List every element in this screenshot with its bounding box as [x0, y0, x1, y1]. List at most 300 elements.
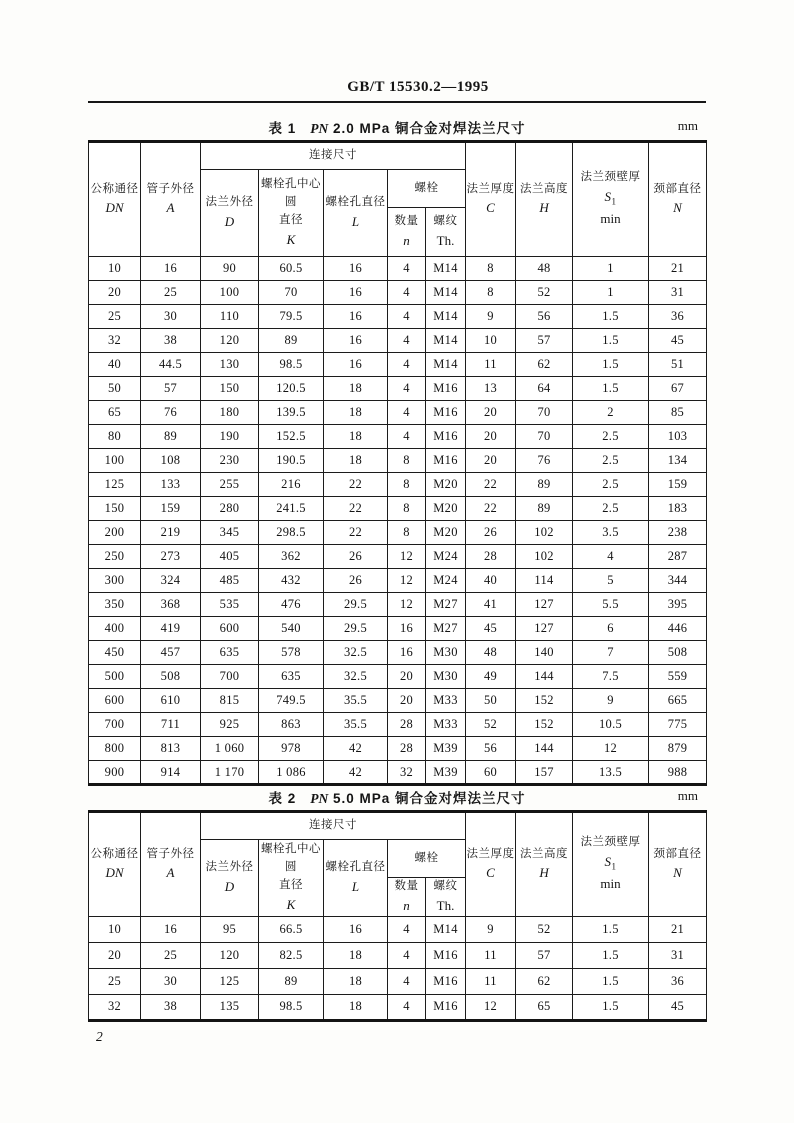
table-cell: M20 — [426, 497, 466, 521]
table-cell: 16 — [324, 916, 388, 942]
table-cell: 140 — [516, 641, 573, 665]
table-cell: 133 — [141, 473, 201, 497]
table-cell: 32 — [388, 761, 426, 785]
table-cell: 90 — [201, 257, 259, 281]
table-cell: 540 — [259, 617, 324, 641]
col-header-bolt-hole: 螺栓孔直径 L — [324, 170, 388, 257]
table-cell: 4 — [388, 281, 426, 305]
table-row — [89, 545, 707, 569]
table-cell: 2.5 — [573, 497, 649, 521]
col-header-neck-wall: 法兰颈壁厚 $S_1$ min — [573, 142, 649, 257]
table-cell: M20 — [426, 521, 466, 545]
table-cell: 12 — [388, 569, 426, 593]
table-cell: M24 — [426, 569, 466, 593]
table-cell: M39 — [426, 761, 466, 785]
table-cell: 20 — [388, 689, 426, 713]
table-cell: 144 — [516, 737, 573, 761]
table-row — [89, 994, 707, 1020]
table-cell: 432 — [259, 569, 324, 593]
table-cell: 18 — [324, 377, 388, 401]
table-row — [89, 737, 707, 761]
table-cell: 4 — [388, 401, 426, 425]
table-cell: M33 — [426, 713, 466, 737]
table-cell: 18 — [324, 449, 388, 473]
table-cell: 50 — [89, 377, 141, 401]
table-cell: 1.5 — [573, 994, 649, 1020]
table-cell: 52 — [466, 713, 516, 737]
table-cell: M20 — [426, 473, 466, 497]
table-cell: 102 — [516, 521, 573, 545]
table-row — [89, 425, 707, 449]
table-cell: 22 — [324, 497, 388, 521]
table-cell: 10 — [89, 257, 141, 281]
col-header-pipe-od: 管子外径 A — [141, 812, 201, 917]
table-cell: 508 — [649, 641, 707, 665]
col-header-thickness: 法兰厚度 C — [466, 142, 516, 257]
table-cell: 26 — [324, 545, 388, 569]
table-cell: 395 — [649, 593, 707, 617]
table-cell: 18 — [324, 968, 388, 994]
table-cell: 28 — [388, 737, 426, 761]
table-cell: 20 — [466, 401, 516, 425]
table-cell: 273 — [141, 545, 201, 569]
table1-label: 表 1 — [268, 121, 297, 136]
table-cell: 255 — [201, 473, 259, 497]
table-row — [89, 569, 707, 593]
table-cell: 815 — [201, 689, 259, 713]
table-cell: 12 — [388, 545, 426, 569]
table-cell: 12 — [466, 994, 516, 1020]
table-row — [89, 473, 707, 497]
table-cell: 800 — [89, 737, 141, 761]
table-cell: 29.5 — [324, 617, 388, 641]
table-cell: 16 — [324, 257, 388, 281]
table-cell: 65 — [89, 401, 141, 425]
table-cell: 350 — [89, 593, 141, 617]
table-cell: 36 — [649, 305, 707, 329]
table-cell: 11 — [466, 968, 516, 994]
table-cell: 40 — [466, 569, 516, 593]
header-rule — [88, 101, 706, 103]
table-cell: 600 — [89, 689, 141, 713]
table-cell: 35.5 — [324, 713, 388, 737]
table-cell: 144 — [516, 665, 573, 689]
table-cell: 21 — [649, 257, 707, 281]
table-cell: 52 — [516, 916, 573, 942]
col-header-dn: 公称通径 DN — [89, 812, 141, 917]
table-row — [89, 353, 707, 377]
table-cell: 67 — [649, 377, 707, 401]
table-cell: 863 — [259, 713, 324, 737]
table-cell: 665 — [649, 689, 707, 713]
table-cell: 85 — [649, 401, 707, 425]
table-cell: 4 — [388, 305, 426, 329]
table-cell: 2.5 — [573, 449, 649, 473]
table-cell: 30 — [141, 305, 201, 329]
table-cell: 9 — [466, 305, 516, 329]
table2-label: 表 2 — [268, 791, 297, 806]
table-cell: 25 — [141, 281, 201, 305]
table-cell: 57 — [516, 329, 573, 353]
table-cell: 89 — [259, 329, 324, 353]
table-cell: 610 — [141, 689, 201, 713]
table-cell: M16 — [426, 942, 466, 968]
table-cell: M16 — [426, 377, 466, 401]
table-cell: 120 — [201, 329, 259, 353]
page-number: 2 — [96, 1029, 103, 1044]
col-group-connection: 连接尺寸 — [201, 142, 466, 170]
col-header-bolt-thread: 螺纹 Th. — [426, 878, 466, 917]
table-cell: 42 — [324, 761, 388, 785]
table-cell: 1.5 — [573, 305, 649, 329]
table-cell: 152 — [516, 713, 573, 737]
table-row — [89, 689, 707, 713]
table-row — [89, 713, 707, 737]
table-cell: 250 — [89, 545, 141, 569]
col-header-bolt-hole: 螺栓孔直径 L — [324, 840, 388, 917]
table-cell: 56 — [466, 737, 516, 761]
col-header-neck-diameter: 颈部直径 N — [649, 812, 707, 917]
table1-pn2-flange-dimensions — [88, 140, 707, 786]
table-cell: 95 — [201, 916, 259, 942]
table-cell: 1.5 — [573, 329, 649, 353]
table-cell: 4 — [573, 545, 649, 569]
table-row — [89, 257, 707, 281]
table-cell: 879 — [649, 737, 707, 761]
table-cell: 25 — [141, 942, 201, 968]
table-cell: 25 — [89, 305, 141, 329]
table-cell: 18 — [324, 994, 388, 1020]
table-cell: M30 — [426, 665, 466, 689]
table2-unit: mm — [677, 788, 698, 803]
table-cell: 700 — [201, 665, 259, 689]
table-cell: 287 — [649, 545, 707, 569]
table-cell: 578 — [259, 641, 324, 665]
table1-unit: mm — [677, 118, 698, 133]
table-cell: 4 — [388, 257, 426, 281]
table-row — [89, 401, 707, 425]
table-cell: 102 — [516, 545, 573, 569]
table-cell: 368 — [141, 593, 201, 617]
table-cell: 4 — [388, 994, 426, 1020]
table-cell: 20 — [466, 425, 516, 449]
table-cell: 345 — [201, 521, 259, 545]
table-cell: 925 — [201, 713, 259, 737]
table-cell: 1 060 — [201, 737, 259, 761]
table-row — [89, 916, 707, 942]
col-header-bolt-count: 数量 n — [388, 208, 426, 257]
table-cell: 978 — [259, 737, 324, 761]
table-cell: 60.5 — [259, 257, 324, 281]
table-cell: 635 — [259, 665, 324, 689]
table-cell: M14 — [426, 353, 466, 377]
table-row — [89, 968, 707, 994]
table-cell: 635 — [201, 641, 259, 665]
table-cell: 70 — [259, 281, 324, 305]
table-cell: 1.5 — [573, 377, 649, 401]
table-row — [89, 665, 707, 689]
table2-title — [268, 787, 525, 807]
table-cell: 89 — [259, 968, 324, 994]
table-cell: 16 — [324, 281, 388, 305]
table-cell: 32 — [89, 329, 141, 353]
table2-pn: PN — [310, 791, 329, 806]
col-header-dn: 公称通径 DN — [89, 142, 141, 257]
table-cell: 65 — [516, 994, 573, 1020]
table-cell: 2.5 — [573, 425, 649, 449]
table-cell: 21 — [649, 916, 707, 942]
table-cell: 4 — [388, 425, 426, 449]
table-cell: 298.5 — [259, 521, 324, 545]
table-cell: 988 — [649, 761, 707, 785]
table-cell: 125 — [201, 968, 259, 994]
table-cell: M27 — [426, 617, 466, 641]
table-cell: 48 — [466, 641, 516, 665]
table-row — [89, 449, 707, 473]
table-row — [89, 942, 707, 968]
table-cell: 51 — [649, 353, 707, 377]
col-header-flange-od: 法兰外径 D — [201, 170, 259, 257]
col-group-connection: 连接尺寸 — [201, 812, 466, 840]
table-cell: 32 — [89, 994, 141, 1020]
table-cell: 216 — [259, 473, 324, 497]
table-cell: 98.5 — [259, 353, 324, 377]
table-cell: 76 — [141, 401, 201, 425]
table-cell: 40 — [89, 353, 141, 377]
table-cell: 45 — [649, 329, 707, 353]
col-header-flange-od: 法兰外径 D — [201, 840, 259, 917]
table-cell: 16 — [388, 641, 426, 665]
table-cell: 500 — [89, 665, 141, 689]
table-cell: 8 — [388, 521, 426, 545]
col-header-thickness: 法兰厚度 C — [466, 812, 516, 917]
table-cell: 16 — [324, 305, 388, 329]
table-cell: 446 — [649, 617, 707, 641]
table-cell: 10 — [466, 329, 516, 353]
table-cell: 230 — [201, 449, 259, 473]
col-header-height: 法兰高度 H — [516, 812, 573, 917]
table-cell: 25 — [89, 968, 141, 994]
table-cell: 559 — [649, 665, 707, 689]
table-cell: 600 — [201, 617, 259, 641]
table-cell: 35.5 — [324, 689, 388, 713]
table1-caption — [88, 116, 706, 138]
table-cell: 89 — [516, 497, 573, 521]
table-cell: 9 — [573, 689, 649, 713]
table-cell: 31 — [649, 281, 707, 305]
table-cell: 200 — [89, 521, 141, 545]
table-cell: 26 — [466, 521, 516, 545]
table-cell: 108 — [141, 449, 201, 473]
table-cell: 508 — [141, 665, 201, 689]
col-header-height: 法兰高度 H — [516, 142, 573, 257]
table-cell: 89 — [516, 473, 573, 497]
table-cell: 56 — [516, 305, 573, 329]
table-cell: 1.5 — [573, 353, 649, 377]
table-cell: 159 — [141, 497, 201, 521]
table-cell: 1 170 — [201, 761, 259, 785]
table-cell: 127 — [516, 593, 573, 617]
table-row — [89, 761, 707, 785]
table-cell: M14 — [426, 916, 466, 942]
table-cell: M27 — [426, 593, 466, 617]
table-cell: 82.5 — [259, 942, 324, 968]
table-cell: M24 — [426, 545, 466, 569]
table-cell: 535 — [201, 593, 259, 617]
table-cell: 48 — [516, 257, 573, 281]
table-row — [89, 281, 707, 305]
table-cell: 114 — [516, 569, 573, 593]
table-cell: 16 — [324, 353, 388, 377]
table-cell: 241.5 — [259, 497, 324, 521]
col-header-neck-wall: 法兰颈壁厚 $S_1$ min — [573, 812, 649, 917]
col-header-bolt-thread: 螺纹 Th. — [426, 208, 466, 257]
table-cell: 135 — [201, 994, 259, 1020]
col-group-bolt: 螺栓 — [388, 840, 466, 878]
table-cell: 183 — [649, 497, 707, 521]
table-cell: 775 — [649, 713, 707, 737]
table-cell: 476 — [259, 593, 324, 617]
table-cell: M14 — [426, 305, 466, 329]
table-cell: 813 — [141, 737, 201, 761]
table-cell: 150 — [89, 497, 141, 521]
table-cell: 8 — [466, 257, 516, 281]
table-row — [89, 641, 707, 665]
table-cell: 76 — [516, 449, 573, 473]
table-cell: 157 — [516, 761, 573, 785]
table-cell: 12 — [388, 593, 426, 617]
table2-caption — [88, 786, 706, 808]
table-cell: 18 — [324, 425, 388, 449]
table-cell: 4 — [388, 942, 426, 968]
table-cell: 457 — [141, 641, 201, 665]
table-cell: 152 — [516, 689, 573, 713]
table-cell: 7 — [573, 641, 649, 665]
table-row — [89, 617, 707, 641]
table-cell: 64 — [516, 377, 573, 401]
table-cell: 150 — [201, 377, 259, 401]
table-cell: 2 — [573, 401, 649, 425]
table-cell: 159 — [649, 473, 707, 497]
table-cell: 419 — [141, 617, 201, 641]
table-cell: 42 — [324, 737, 388, 761]
table-cell: 711 — [141, 713, 201, 737]
table-cell: 1.5 — [573, 968, 649, 994]
table-cell: 28 — [466, 545, 516, 569]
table-cell: M16 — [426, 401, 466, 425]
table-cell: 324 — [141, 569, 201, 593]
table-cell: M16 — [426, 968, 466, 994]
col-group-bolt: 螺栓 — [388, 170, 466, 208]
table-cell: 16 — [141, 257, 201, 281]
table-cell: 49 — [466, 665, 516, 689]
table-cell: 31 — [649, 942, 707, 968]
table-cell: 10 — [89, 916, 141, 942]
table-cell: 38 — [141, 994, 201, 1020]
table-cell: 20 — [89, 942, 141, 968]
table1-body — [89, 257, 707, 785]
table-cell: 405 — [201, 545, 259, 569]
table-cell: M16 — [426, 425, 466, 449]
table-cell: 219 — [141, 521, 201, 545]
table1-title — [268, 117, 525, 137]
table-cell: 700 — [89, 713, 141, 737]
table-cell: 5.5 — [573, 593, 649, 617]
standard-number: GB/T 15530.2—1995 — [347, 79, 489, 95]
table-cell: 16 — [324, 329, 388, 353]
table-cell: 13.5 — [573, 761, 649, 785]
table-cell: 1 086 — [259, 761, 324, 785]
table-cell: 16 — [388, 617, 426, 641]
table-cell: 134 — [649, 449, 707, 473]
table-cell: 29.5 — [324, 593, 388, 617]
table-row — [89, 305, 707, 329]
table1-pn: PN — [310, 121, 329, 136]
table-cell: 152.5 — [259, 425, 324, 449]
table-cell: 400 — [89, 617, 141, 641]
table-cell: M14 — [426, 257, 466, 281]
table1-header — [89, 142, 707, 257]
table-cell: 36 — [649, 968, 707, 994]
table-cell: M16 — [426, 994, 466, 1020]
table-cell: 485 — [201, 569, 259, 593]
table-cell: 1.5 — [573, 916, 649, 942]
table-cell: 89 — [141, 425, 201, 449]
table-cell: 344 — [649, 569, 707, 593]
table-cell: 103 — [649, 425, 707, 449]
table-cell: 22 — [466, 473, 516, 497]
table-cell: 20 — [466, 449, 516, 473]
table-cell: 11 — [466, 942, 516, 968]
table-cell: 100 — [201, 281, 259, 305]
table-cell: 130 — [201, 353, 259, 377]
table-cell: 70 — [516, 425, 573, 449]
table-cell: 1 — [573, 281, 649, 305]
table-cell: 5 — [573, 569, 649, 593]
table2-body — [89, 916, 707, 1020]
table-cell: 52 — [516, 281, 573, 305]
table-cell: 22 — [324, 521, 388, 545]
table-cell: 8 — [388, 473, 426, 497]
table-cell: 45 — [649, 994, 707, 1020]
table-cell: 57 — [141, 377, 201, 401]
table1-title-text: 2.0 MPa 铜合金对焊法兰尺寸 — [328, 121, 526, 136]
col-header-pipe-od: 管子外径 A — [141, 142, 201, 257]
table-cell: 32.5 — [324, 665, 388, 689]
table-cell: 18 — [324, 942, 388, 968]
table-cell: 238 — [649, 521, 707, 545]
table-cell: 914 — [141, 761, 201, 785]
col-header-neck-diameter: 颈部直径 N — [649, 142, 707, 257]
table-row — [89, 521, 707, 545]
table-cell: 62 — [516, 353, 573, 377]
table-row — [89, 497, 707, 521]
col-header-bolt-circle: 螺栓孔中心圆 直径 K — [259, 840, 324, 917]
table-cell: 4 — [388, 377, 426, 401]
table-cell: 100 — [89, 449, 141, 473]
col-header-bolt-circle: 螺栓孔中心圆 直径 K — [259, 170, 324, 257]
table-cell: 66.5 — [259, 916, 324, 942]
table-cell: 13 — [466, 377, 516, 401]
table-cell: 98.5 — [259, 994, 324, 1020]
table-cell: 1.5 — [573, 942, 649, 968]
table-cell: 30 — [141, 968, 201, 994]
table-cell: M16 — [426, 449, 466, 473]
table-cell: 300 — [89, 569, 141, 593]
table-cell: 8 — [466, 281, 516, 305]
table-cell: 60 — [466, 761, 516, 785]
table-cell: 749.5 — [259, 689, 324, 713]
